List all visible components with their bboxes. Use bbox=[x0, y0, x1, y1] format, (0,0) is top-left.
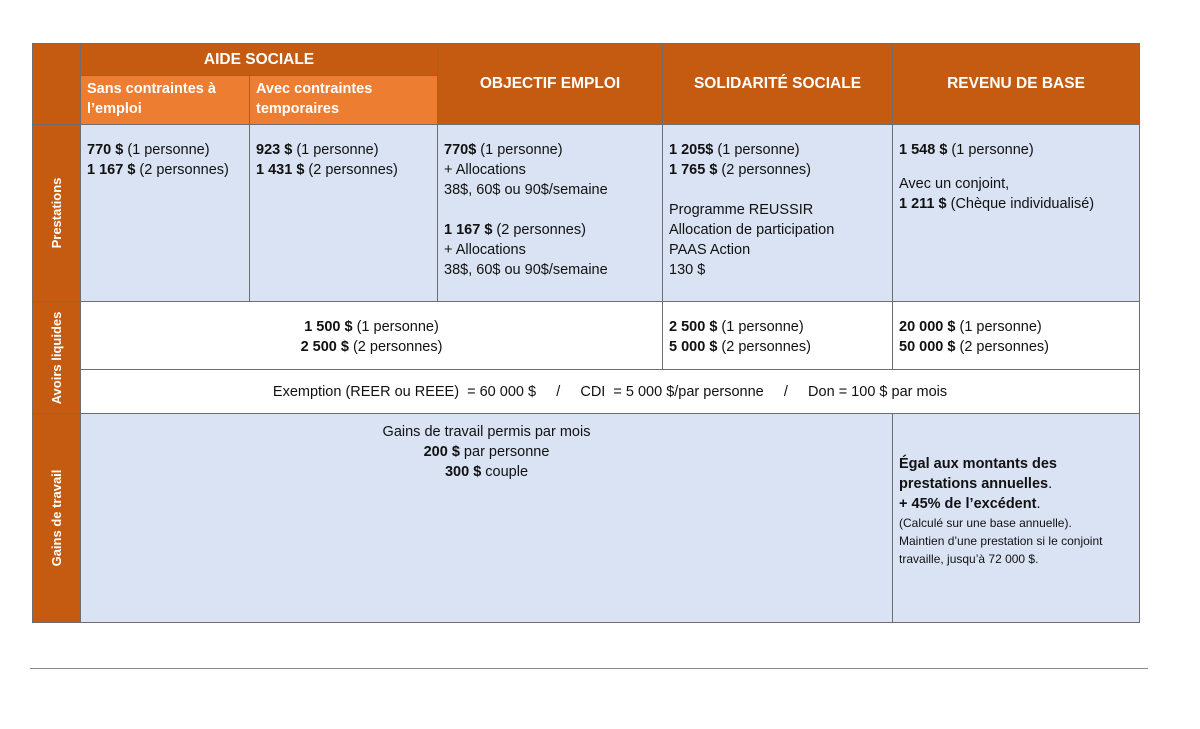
avoirs-general: 1 500 $ (1 personne) 2 500 $ (2 personnes) bbox=[81, 302, 663, 370]
prestations-solidarite-sociale: 1 205$ (1 personne) 1 765 $ (2 personnes) Programme REUSSIR Allocation de participation PAAS Action 130 $ bbox=[663, 125, 893, 302]
avoirs-exemption: Exemption (REER ou REEE) = 60 000 $ / CDI = 5 000 $/par personne / Don = 100 $ par mois bbox=[81, 370, 1140, 414]
row-label-gains-de-travail: Gains de travail bbox=[33, 414, 81, 623]
footer-divider bbox=[30, 668, 1148, 669]
row-label-avoirs-liquides: Avoirs liquides bbox=[33, 302, 81, 414]
avoirs-revenu-base: 20 000 $ (1 personne) 50 000 $ (2 personnes) bbox=[893, 302, 1140, 370]
header-avec-contraintes: Avec contraintes temporaires bbox=[250, 76, 438, 125]
prestations-revenu-de-base: 1 548 $ (1 personne) Avec un conjoint, 1 211 $ (Chèque individualisé) bbox=[893, 125, 1140, 302]
header-objectif-emploi: OBJECTIF EMPLOI bbox=[438, 44, 663, 125]
avoirs-solidarite: 2 500 $ (1 personne) 5 000 $ (2 personnes) bbox=[663, 302, 893, 370]
header-revenu-de-base: REVENU DE BASE bbox=[893, 44, 1140, 125]
row-label-prestations: Prestations bbox=[33, 125, 81, 302]
gains-general: Gains de travail permis par mois 200 $ par personne 300 $ couple bbox=[81, 414, 893, 623]
prestations-avec-contraintes: 923 $ (1 personne) 1 431 $ (2 personnes) bbox=[250, 125, 438, 302]
gains-revenu-base: Égal aux montants des prestations annuelles. + 45% de l’excédent. (Calculé sur une base annuelle). Maintien d’une prestation si le conjoint travaille, jusqu’à 72 000 $. bbox=[893, 414, 1140, 623]
header-sans-contraintes: Sans contraintes à l’emploi bbox=[81, 76, 250, 125]
prestations-sans-contraintes: 770 $ (1 personne) 1 167 $ (2 personnes) bbox=[81, 125, 250, 302]
header-aide-sociale: AIDE SOCIALE bbox=[81, 44, 438, 76]
header-solidarite-sociale: SOLIDARITÉ SOCIALE bbox=[663, 44, 893, 125]
prestations-objectif-emploi: 770$ (1 personne) + Allocations 38$, 60$ ou 90$/semaine 1 167 $ (2 personnes) + Allocations 38$, 60$ ou 90$/semaine bbox=[438, 125, 663, 302]
corner-cell bbox=[33, 44, 81, 125]
comparison-table bbox=[32, 43, 1140, 623]
